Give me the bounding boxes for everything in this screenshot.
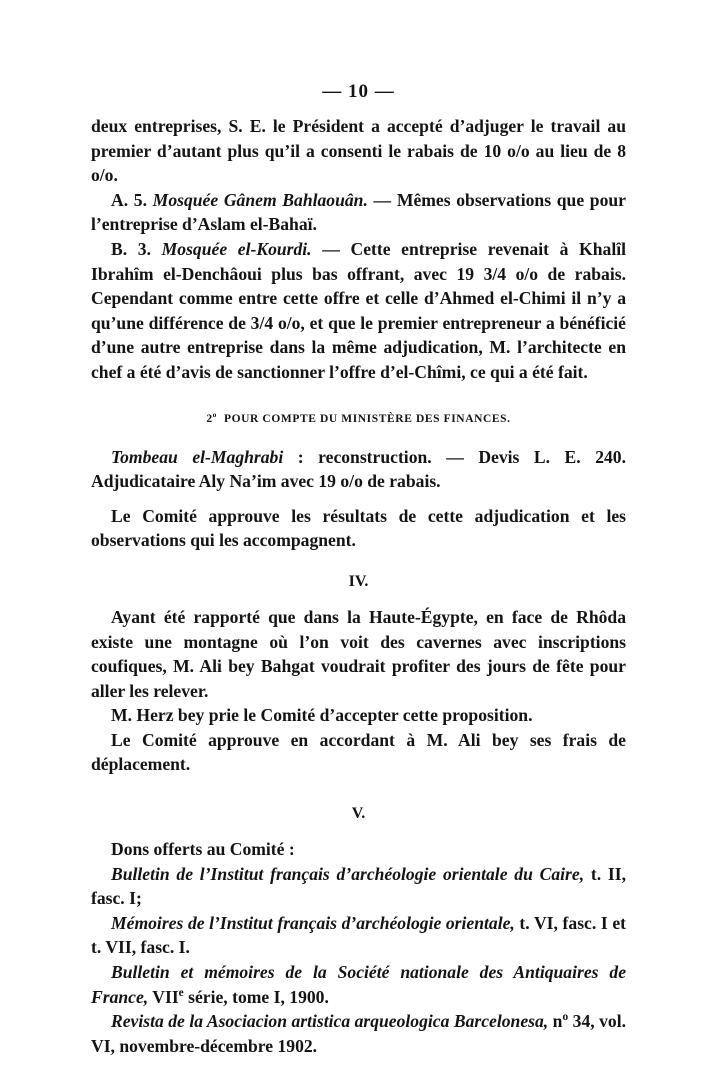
number-superscript: o bbox=[562, 1011, 569, 1024]
publication-title: Bulletin et mémoires de la Société nationale des Antiquaires de France, bbox=[91, 962, 626, 1007]
publication-number-label: n bbox=[548, 1011, 563, 1032]
donation-item bbox=[91, 960, 626, 1009]
item-prefix: B. 3. bbox=[111, 238, 151, 259]
paragraph-iv-3: Le Comité approuve en accordant à M. Ali bey ses frais de déplacement. bbox=[91, 729, 626, 775]
paragraph-text: — Cette entreprise revenait à Khalîl Ibrahîm el-Denchâoui plus bas offrant, avec 19 3/4 o/o de rabais. Cependant comme entre cette offre et celle d’Ahmed el-Chimi il n’y a qu’une différence de 3/4 o/o, et que le premier entrepreneur a bénéficié d’une autre entreprise dans la même adjudication, M. l’architecte en chef a été d’avis de sanctionner l’offre d’el-Chîmi, ce qui a été fait. bbox=[91, 238, 626, 382]
publication-details: t. II, fasc. I; bbox=[91, 863, 626, 909]
publication-series: VII bbox=[148, 986, 179, 1007]
publication-details: t. VI, fasc. I et t. VII, fasc. I. bbox=[91, 912, 626, 958]
paragraph-b3 bbox=[91, 237, 626, 385]
mosque-title: Mosquée Gânem Bahlaouân. bbox=[152, 189, 368, 210]
paragraph-tombeau bbox=[91, 445, 626, 494]
donation-item bbox=[91, 911, 626, 960]
publication-title: Revista de la Asociacion artistica arqueologica Barcelonesa, bbox=[111, 1011, 549, 1032]
mosque-title: Mosquée el-Kourdi. bbox=[161, 238, 312, 259]
item-prefix: A. 5. bbox=[111, 189, 147, 210]
degree-sign: o bbox=[212, 409, 218, 419]
page-number: — 10 — bbox=[322, 81, 395, 102]
document-page bbox=[91, 80, 626, 1058]
paragraph-iv-1: Ayant été rapporté que dans la Haute-Égypte, en face de Rhôda existe une montagne où l’on voit des cavernes avec inscriptions coufiques, M. Ali bey Bahgat voudrait profiter des jours de fête pour aller les relever. bbox=[91, 606, 626, 701]
tomb-title: Tombeau el-Maghrabi bbox=[111, 446, 284, 467]
paragraph-text: — Mêmes observations que pour l’entreprise d’Aslam el-Bahaï. bbox=[91, 189, 626, 235]
donation-item bbox=[91, 1009, 626, 1058]
paragraph-a5 bbox=[91, 188, 626, 237]
section-numeral-iv: IV. bbox=[348, 572, 369, 590]
publication-title: Bulletin de l’Institut français d’archéologie orientale du Caire, bbox=[111, 863, 585, 884]
paragraph-iv-2: M. Herz bey prie le Comité d’accepter cette proposition. bbox=[111, 705, 533, 726]
heading-number: 2 bbox=[206, 412, 213, 425]
paragraph-committee-approves: Le Comité approuve les résultats de cette adjudication et les observations qui les accompagnent. bbox=[91, 505, 626, 551]
section-heading-finances bbox=[91, 409, 626, 429]
heading-text: POUR COMPTE DU MINISTÈRE DES FINANCES. bbox=[223, 412, 511, 425]
donation-item bbox=[91, 862, 626, 911]
publication-details: série, tome I, 1900. bbox=[183, 986, 329, 1007]
paragraph-donations-intro: Dons offerts au Comité : bbox=[111, 839, 295, 860]
section-numeral-v: V. bbox=[351, 805, 366, 823]
paragraph-continuation: deux entreprises, S. E. le Président a accepté d’adjuger le travail au premier d’autant plus qu’il a consenti le rabais de 10 o/o au lieu de 8 o/o. bbox=[91, 116, 626, 186]
ordinal-superscript: e bbox=[178, 986, 184, 999]
publication-title: Mémoires de l’Institut français d’archéologie orientale, bbox=[111, 912, 515, 933]
publication-details: 34, vol. VI, novembre-décembre 1902. bbox=[91, 1011, 626, 1056]
paragraph-text: : reconstruction. — Devis L. E. 240. Adjudicataire Aly Na’im avec 19 o/o de rabais. bbox=[91, 446, 626, 492]
